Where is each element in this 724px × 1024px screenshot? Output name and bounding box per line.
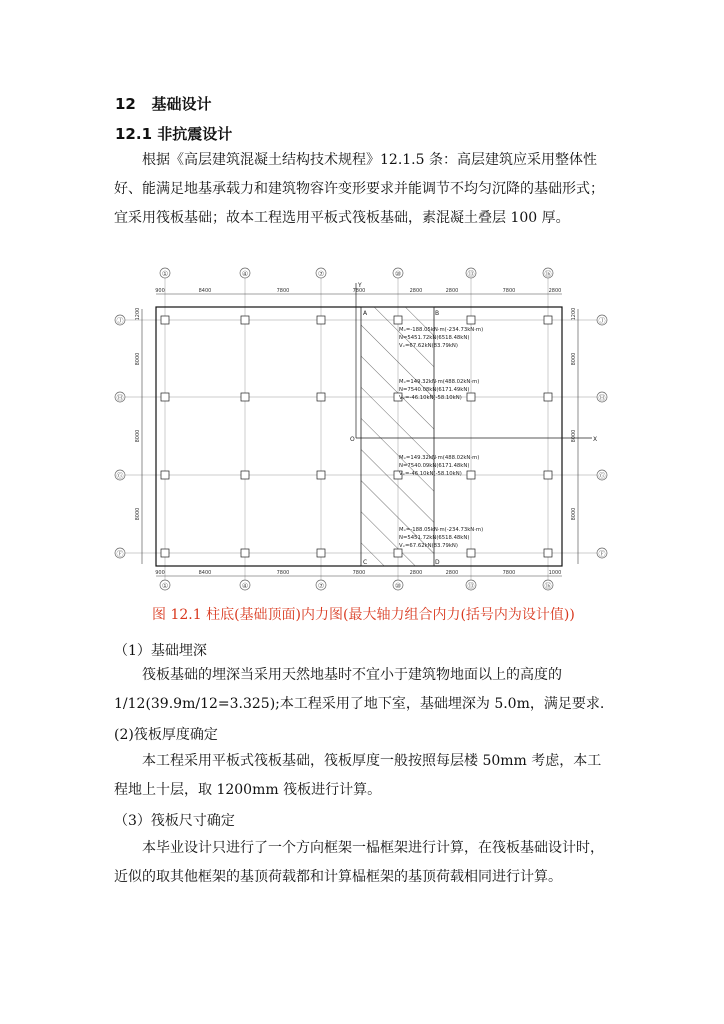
dim-right-4: 8000 [571,507,577,521]
axis-label-right-1: Ⓙ [598,317,606,325]
origin-label: O [350,436,355,443]
dim-right-2: 8000 [571,352,577,366]
dim-top-2: 8400 [198,288,212,294]
dim-left-4: 8000 [135,507,141,521]
axis-label-bottom-2: ④ [241,582,249,590]
dim-top-4: 7800 [352,288,366,294]
axis-label-top-5: ⑬ [467,270,475,278]
axis-label-bottom-4: ⑩ [394,582,402,590]
sec1-text: 筏板基础的埋深当采用天然地基时不宜小于建筑物地面以上的高度的 1/12(39.9m/12=3.325);本工程采用了地下室，基础埋深为 5.0m，满足要求. [114,667,605,712]
subsection-title: 非抗震设计 [157,125,233,143]
axis-label-right-2: Ⓗ [598,394,606,402]
section-heading-12-1 [115,123,232,144]
dim-bottom-5: 2800 [409,570,423,576]
dim-top-7: 7800 [502,288,516,294]
force-annotation-1 [399,327,483,349]
axis-label-top-4: ⑩ [394,270,402,278]
corner-b-label: B [435,310,440,317]
dim-top-1: 900 [155,288,165,294]
axis-label-top-6: ⑯ [544,270,552,278]
columns [161,316,552,557]
dim-top-3: 7800 [276,288,290,294]
force-annotation-4 [399,527,483,549]
axis-x-label: X [593,436,598,443]
dim-bottom-7: 7800 [502,570,516,576]
force-3-axial: N=7540.09kN(6171.48kN) [399,463,470,469]
axis-label-left-3: Ⓖ [116,472,124,480]
dims-right [571,308,577,521]
force-4-axial: N=5451.72kN(6518.48kN) [399,535,470,541]
sec1-title: （1）基础埋深 [114,643,207,659]
subsection-number: 12.1 [115,125,153,143]
axis-label-left-4: Ⓕ [116,550,124,558]
intro-paragraph: 根据《高层建筑混凝土结构技术规程》12.1.5 条：高层建筑应采用整体性好、能满足地基承载力和建筑物容许变形要求并能调节不均匀沉降的基础形式；宜采用筏板基础；故本工程选用平板式筏板基础，素混凝土叠层 100 厚。 [114,152,604,226]
force-4-moment: Mₓ=-188.05kN·m(-234.73kN·m) [399,527,484,533]
section-number: 12 [115,95,136,113]
force-1-axial: N=5451.72kN(6518.48kN) [399,335,470,341]
sec3-title: （3）筏板尺寸确定 [114,813,235,829]
force-3-moment: Mₓ=149.32kN·m(488.02kN·m) [399,455,480,461]
axis-label-right-3: Ⓖ [598,472,606,480]
dim-left-2: 8000 [135,352,141,366]
corner-d-label: D [435,559,440,566]
corner-c-label: C [363,559,368,566]
axis-label-bottom-6: ⑯ [544,582,552,590]
dim-bottom-4: 7800 [352,570,366,576]
axis-label-left-1: Ⓙ [116,317,124,325]
dim-top-5: 2800 [409,288,423,294]
dim-right-1: 1200 [571,307,577,321]
axis-y-label: Y [358,282,362,289]
sec3-text: 本毕业设计只进行了一个方向框架一榀框架进行计算，在筏板基础设计时，近似的取其他框架的基顶荷载都和计算榀框架的基顶荷载相同进行计算。 [114,840,604,885]
force-1-shear: Vₓ=67.62kN(83.79kN) [399,343,458,349]
force-2-moment: Mₓ=149.32kN·m(488.02kN·m) [399,379,480,385]
section-heading-12 [115,93,212,114]
dims-bottom [155,570,561,576]
dim-bottom-6: 2800 [445,570,459,576]
axis-bubbles-bottom [160,580,553,590]
axis-label-bottom-1: ① [161,582,169,590]
axis-bubbles-top [160,268,553,278]
axis-label-top-1: ① [161,270,169,278]
sec2-title: (2)筏板厚度确定 [114,727,218,743]
dim-bottom-1: 900 [155,570,165,576]
dim-bottom-3: 7800 [276,570,290,576]
axis-label-left-2: Ⓗ [116,394,124,402]
axis-label-bottom-5: ⑬ [467,582,475,590]
corner-a-label: A [363,310,368,317]
dim-bottom-8: 1000 [548,570,562,576]
section-title: 基础设计 [151,95,212,113]
force-2-axial: N=7540.08kN(6171.49kN) [399,387,470,393]
sec2-text: 本工程采用平板式筏板基础，筏板厚度一般按照每层楼 50mm 考虑，本工程地上十层，取 1200mm 筏板进行计算。 [114,753,602,798]
axis-label-bottom-3: ⑦ [317,582,325,590]
dimension-lines [142,294,578,576]
dim-top-6: 2800 [445,288,459,294]
dim-left-1: 1200 [135,307,141,321]
dim-bottom-2: 8400 [198,570,212,576]
foundation-force-diagram [112,263,612,593]
force-2-shear: Vₓ=-46.10kN(-58.10kN) [399,395,462,401]
dim-right-3: 8000 [571,429,577,443]
force-4-shear: Vₓ=67.62kN(83.79kN) [399,543,458,549]
axis-label-right-4: Ⓕ [598,550,606,558]
force-3-shear: Vₓ=-46.10kN(-58.10kN) [399,471,462,477]
figure-caption: 图 12.1 柱底(基础顶面)内力图(最大轴力组合内力(括号内为设计值)) [152,607,575,623]
dim-top-8: 2800 [548,288,562,294]
axis-label-top-2: ④ [241,270,249,278]
force-1-moment: Mₓ=-188.05kN·m(-234.73kN·m) [399,327,484,333]
dim-left-3: 8000 [135,429,141,443]
raft-outline [156,307,562,566]
axis-label-top-3: ⑦ [317,270,325,278]
dims-left [135,308,141,521]
